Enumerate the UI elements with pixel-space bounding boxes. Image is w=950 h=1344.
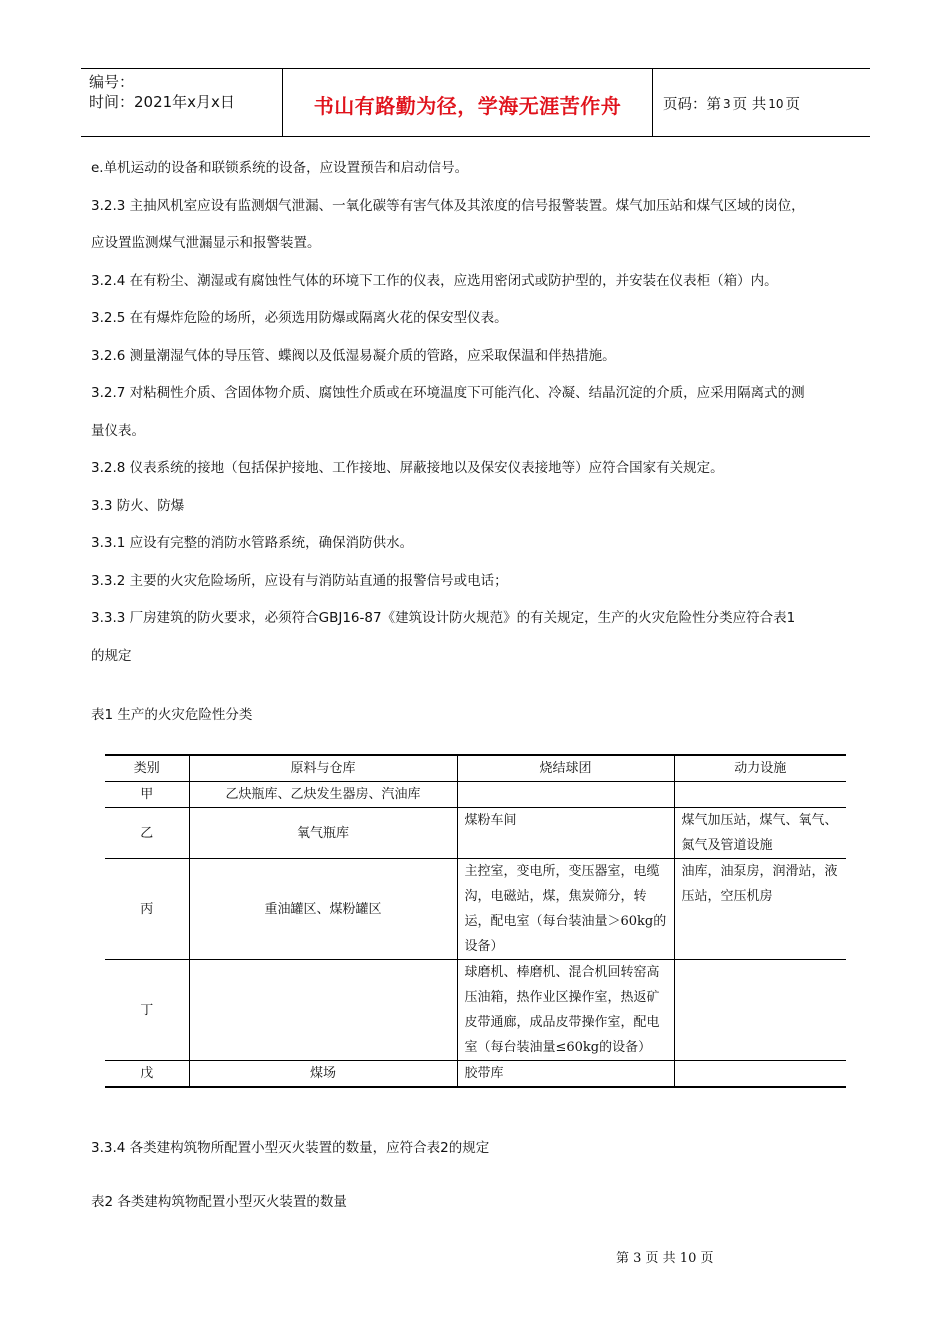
table-cell — [674, 960, 846, 1061]
page-end: 页 — [785, 97, 801, 113]
table-cell: 主控室，变电所，变压器室，电缆沟，电磁站，煤，焦炭筛分，转运，配电室（每台装油量＞60kg的设备） — [457, 859, 674, 960]
table-cell: 乙炔瓶库、乙炔发生器房、汽油库 — [189, 782, 457, 808]
paragraph: 3.2.6 测量潮湿气体的导压管、蝶阀以及低湿易凝介质的管路，应采取保温和伴热措施。 — [91, 347, 616, 364]
table-cell — [189, 960, 457, 1061]
table-cell: 重油罐区、煤粉罐区 — [189, 859, 457, 960]
table-cell — [674, 1061, 846, 1088]
table2-caption: 表2 各类建构筑物配置小型灭火装置的数量 — [91, 1194, 347, 1210]
paragraph: 3.2.8 仪表系统的接地（包括保护接地、工作接地、屏蔽接地以及保安仪表接地等）应符合国家有关规定。 — [91, 460, 724, 476]
table-header-cell: 类别 — [105, 755, 189, 782]
table-cell: 煤场 — [189, 1061, 457, 1088]
body-text — [91, 150, 861, 675]
table-row — [105, 782, 846, 808]
page-label: 页码：第 — [663, 97, 721, 113]
page-header — [81, 68, 870, 137]
table-cell: 煤粉车间 — [457, 808, 674, 859]
table-row — [105, 859, 846, 960]
header-page-cell — [653, 69, 870, 136]
paragraph: 3.3.1 应设有完整的消防水管路系统，确保消防供水。 — [91, 535, 414, 551]
paragraph: 3.2.4 在有粉尘、潮湿或有腐蚀性气体的环境下工作的仪表，应选用密闭式或防护型的，并安装在仪表柜（箱）内。 — [91, 272, 778, 289]
table-cell — [674, 782, 846, 808]
paragraph: e.单机运动的设备和联锁系统的设备，应设置预告和启动信号。 — [91, 160, 469, 176]
time-label: 时间：2021年x月x日 — [89, 93, 235, 111]
page-number: 3 — [723, 96, 731, 111]
after-table-paragraph: 3.3.4 各类建构筑物所配置小型灭火装置的数量，应符合表2的规定 — [91, 1140, 490, 1156]
table-cell: 戊 — [105, 1061, 189, 1088]
paragraph: 的规定 — [91, 647, 132, 664]
table-cell: 油库，油泵房，润滑站，液压站，空压机房 — [674, 859, 846, 960]
table-cell: 丁 — [105, 960, 189, 1061]
page-mid: 页 共 — [732, 97, 767, 113]
table-row — [105, 808, 846, 859]
paragraph: 3.3 防火、防爆 — [91, 497, 185, 514]
table-header-cell: 烧结球团 — [457, 755, 674, 782]
paragraph: 3.3.2 主要的火灾危险场所，应设有与消防站直通的报警信号或电话； — [91, 572, 508, 589]
paragraph: 量仪表。 — [91, 422, 145, 439]
fire-hazard-table — [105, 754, 846, 1088]
header-left-cell — [81, 69, 283, 136]
motto: 书山有路勤为径，学海无涯苦作舟 — [313, 94, 622, 118]
table-cell: 煤气加压站，煤气、氧气、氮气及管道设施 — [674, 808, 846, 859]
number-label: 编号： — [89, 73, 135, 91]
table-cell — [457, 782, 674, 808]
table-row — [105, 960, 846, 1061]
page-total: 10 — [768, 96, 784, 111]
table-header-cell: 动力设施 — [674, 755, 846, 782]
paragraph: 3.2.3 主抽风机室应设有监测烟气泄漏、一氧化碳等有害气体及其浓度的信号报警装置。煤气加压站和煤气区域的岗位， — [91, 197, 805, 214]
table-header-cell: 原料与仓库 — [189, 755, 457, 782]
table-cell: 乙 — [105, 808, 189, 859]
table-header-row — [105, 755, 846, 782]
table-row — [105, 1061, 846, 1088]
table-cell: 胶带库 — [457, 1061, 674, 1088]
paragraph: 3.2.7 对粘稠性介质、含固体物介质、腐蚀性介质或在环境温度下可能汽化、冷凝、结晶沉淀的介质，应采用隔离式的测 — [91, 385, 805, 401]
table-cell: 甲 — [105, 782, 189, 808]
table-cell: 球磨机、棒磨机、混合机回转窑高压油箱，热作业区操作室，热返矿皮带通廊，成品皮带操作室，配电室（每台装油量≤60kg的设备） — [457, 960, 674, 1061]
table-cell: 氧气瓶库 — [189, 808, 457, 859]
paragraph: 3.2.5 在有爆炸危险的场所，必须选用防爆或隔离火花的保安型仪表。 — [91, 310, 508, 326]
header-motto-cell — [283, 69, 653, 136]
paragraph: 3.3.3 厂房建筑的防火要求，必须符合GBJ16-87《建筑设计防火规范》的有关规定，生产的火灾危险性分类应符合表1 — [91, 610, 796, 626]
paragraph: 应设置监测煤气泄漏显示和报警装置。 — [91, 235, 321, 251]
table-cell: 丙 — [105, 859, 189, 960]
table1-caption: 表1 生产的火灾危险性分类 — [91, 707, 253, 723]
page-footer: 第 3 页 共 10 页 — [616, 1251, 714, 1266]
